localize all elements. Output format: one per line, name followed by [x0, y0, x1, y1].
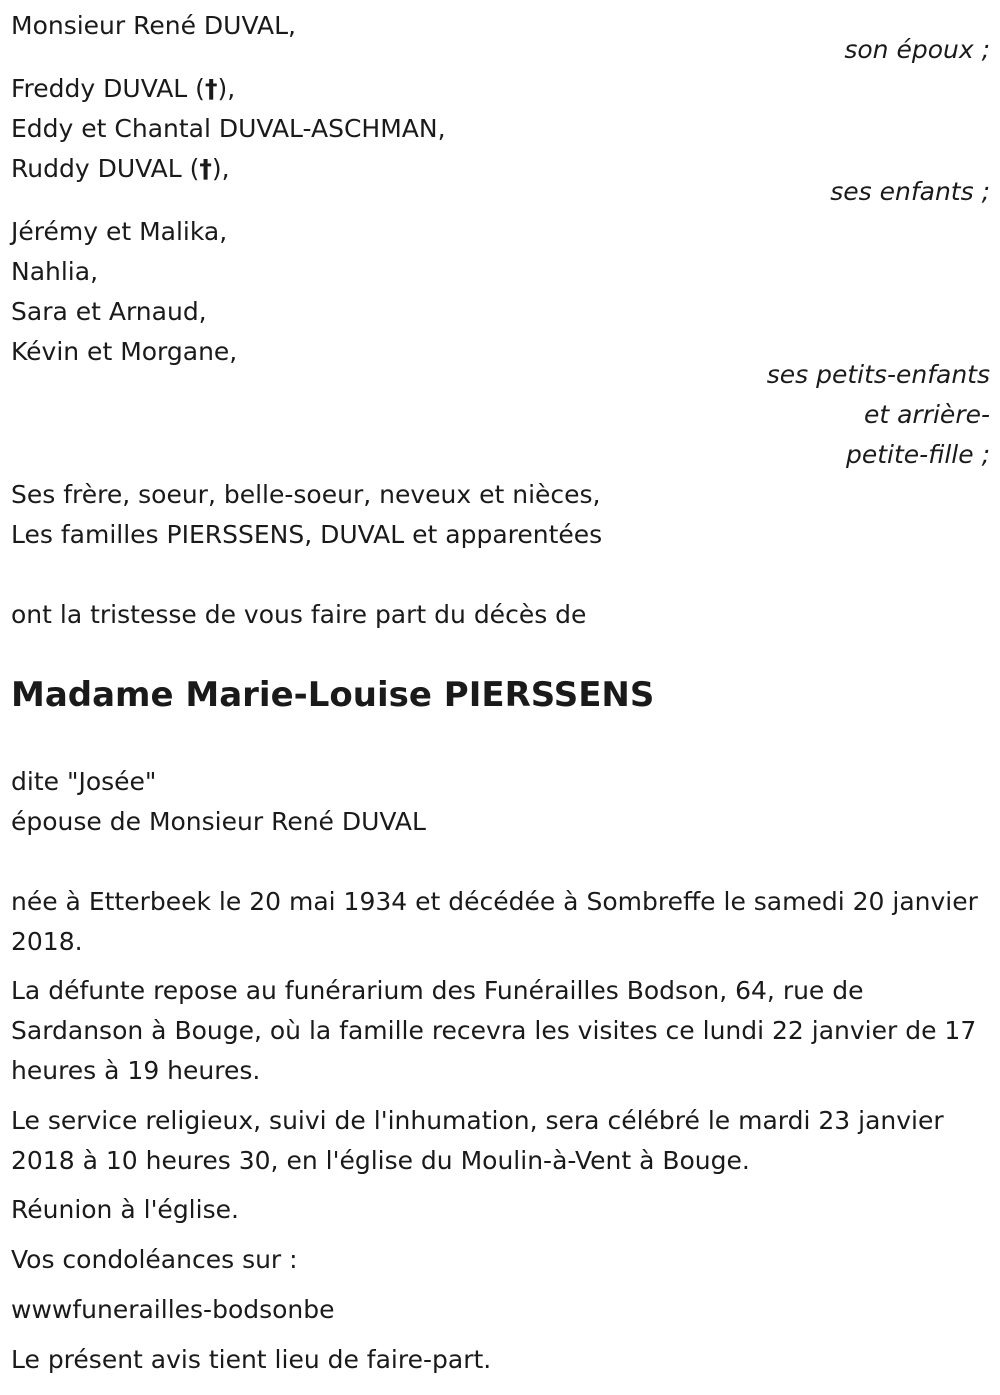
- grandchildren-role-line: ses petits-enfants: [766, 360, 990, 389]
- child-suffix: ),: [211, 154, 230, 183]
- family-line: Ses frère, soeur, belle-soeur, neveux et nièces,: [11, 480, 601, 509]
- children-role: ses enfants ;: [830, 177, 990, 206]
- notice-text: Le présent avis tient lieu de faire-part.: [11, 1345, 492, 1374]
- child-line: [11, 149, 230, 189]
- birth-death-text: née à Etterbeek le 20 mai 1934 et décédée à Sombreffe le samedi 20 janvier 2018.: [11, 887, 978, 956]
- condolences-label: Vos condoléances sur :: [11, 1245, 298, 1274]
- spouse-role: son époux ;: [844, 35, 990, 64]
- cross-icon: †: [199, 154, 212, 183]
- grandchild-line: Nahlia,: [11, 257, 99, 286]
- funerarium-text: La défunte repose au funérarium des Funérailles Bodson, 64, rue de Sardanson à Bouge, où la famille recevra les visites ce lundi 22 janvier de 17 heures à 19 heures.: [11, 976, 977, 1085]
- deceased-name: Madame Marie-Louise PIERSSENS: [11, 675, 655, 715]
- child-suffix: ),: [217, 74, 236, 103]
- grandchild-line: Sara et Arnaud,: [11, 297, 207, 326]
- child-name: Ruddy DUVAL (: [11, 154, 200, 183]
- website-link[interactable]: wwwfunerailles-bodsonbe: [11, 1295, 335, 1324]
- reunion-text: Réunion à l'église.: [11, 1195, 239, 1224]
- child-line: [11, 69, 235, 109]
- grandchildren-role-line: et arrière-: [863, 400, 990, 429]
- grandchild-line: Jérémy et Malika,: [11, 217, 228, 246]
- grandchildren-role-line: petite-fille ;: [846, 440, 990, 469]
- announcement-text: ont la tristesse de vous faire part du décès de: [11, 600, 587, 629]
- child-line: [11, 109, 446, 149]
- deceased-spouse-of: épouse de Monsieur René DUVAL: [11, 807, 426, 836]
- service-text: Le service religieux, suivi de l'inhumation, sera célébré le mardi 23 janvier 2018 à 10 heures 30, en l'église du Moulin-à-Vent à Bouge.: [11, 1106, 944, 1175]
- grandchild-line: Kévin et Morgane,: [11, 337, 238, 366]
- child-name: Eddy et Chantal DUVAL-ASCHMAN,: [11, 114, 446, 143]
- family-line: Les familles PIERSSENS, DUVAL et apparentées: [11, 520, 603, 549]
- deceased-nickname: dite "Josée": [11, 767, 157, 796]
- spouse-name: Monsieur René DUVAL,: [11, 11, 296, 40]
- cross-icon: †: [204, 74, 218, 103]
- child-name: Freddy DUVAL (: [11, 74, 205, 103]
